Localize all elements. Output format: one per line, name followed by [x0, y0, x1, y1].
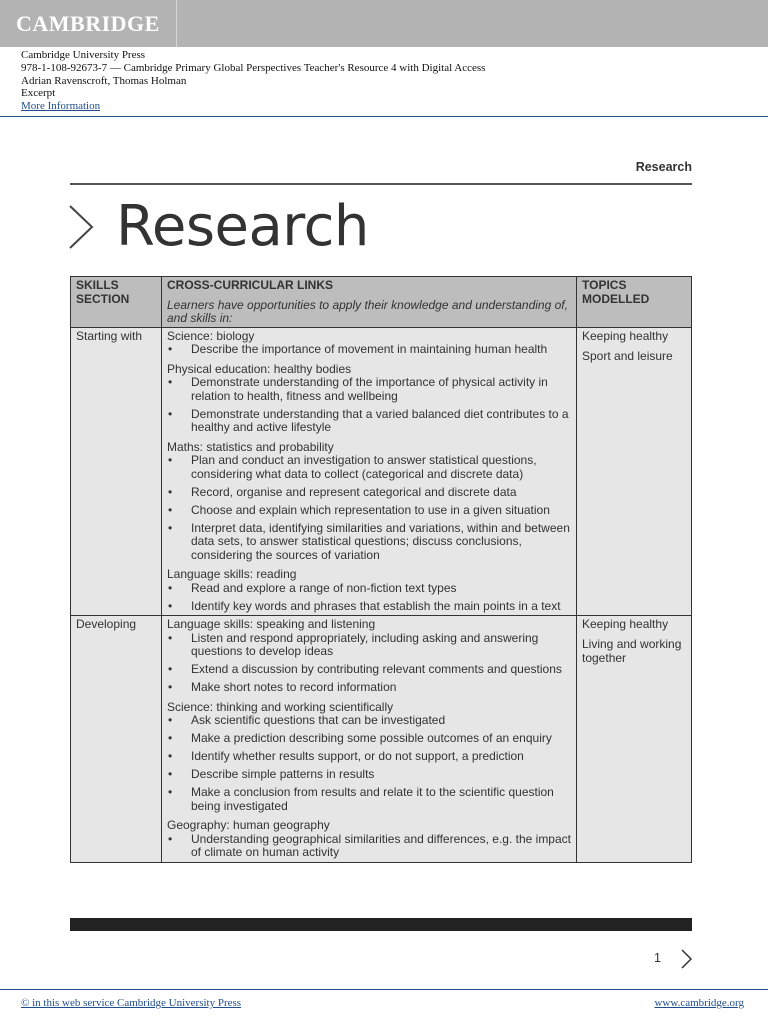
objective-list [167, 833, 571, 860]
subject-heading: Science: biology [167, 328, 255, 343]
page-title: Research [116, 194, 369, 259]
topic-item: Keeping healthy [582, 328, 669, 343]
book-metadata [21, 49, 485, 113]
list-item: • Interpret data, identifying similarities and variations, within and between data sets, to answer statistical questions; discuss conclusions, considering the sources of variation [167, 522, 571, 563]
topics-cell [577, 616, 692, 863]
topic-item: Keeping healthy [582, 617, 669, 631]
list-item: • Read and explore a range of non-fiction text types [167, 582, 571, 596]
subject-block [167, 701, 571, 814]
list-item: • Make a conclusion from results and relate it to the scientific question being investigated [167, 786, 571, 813]
book-line: 978-1-108-92673-7 — Cambridge Primary Global Perspectives Teacher's Resource 4 with Digital Access [21, 61, 486, 74]
list-item: • Demonstrate understanding that a varied balanced diet contributes to a healthy and active lifestyle [167, 408, 571, 435]
header-topics-modelled: TOPICS MODELLED [577, 277, 692, 328]
footer-bar [70, 918, 692, 931]
list-item: • Demonstrate understanding of the importance of physical activity in relation to health, fitness and wellbeing [167, 376, 571, 403]
list-item: • Choose and explain which representation to use in a given situation [167, 504, 571, 518]
list-item: • Understanding geographical similarities and differences, e.g. the impact of climate on human activity [167, 833, 571, 860]
list-item: • Ask scientific questions that can be investigated [167, 714, 571, 728]
next-page-chevron-icon[interactable] [680, 948, 694, 970]
subject-block [167, 363, 571, 435]
cambridge-logo[interactable]: CAMBRIDGE [16, 11, 160, 36]
page-number: 1 [654, 951, 661, 965]
subject-block [167, 568, 571, 613]
banner-divider [176, 0, 177, 47]
subject-heading: Science: thinking and working scientifically [167, 699, 394, 714]
chevron-right-icon [66, 204, 96, 250]
subject-block [167, 618, 571, 695]
copyright-link[interactable]: © in this web service Cambridge University Press [21, 997, 242, 1009]
list-item: • Identify key words and phrases that establish the main points in a text [167, 600, 571, 614]
list-item: • Make short notes to record information [167, 681, 571, 695]
list-item: • Describe the importance of movement in maintaining human health [167, 343, 571, 357]
header-rule [0, 116, 768, 117]
skills-section-cell: Developing [71, 616, 162, 863]
list-item: • Identify whether results support, or do not support, a prediction [167, 750, 571, 764]
subject-heading: Physical education: healthy bodies [167, 361, 352, 376]
topics-cell [577, 327, 692, 616]
table-body [71, 327, 692, 862]
objective-list [167, 343, 571, 357]
header-links-label: CROSS-CURRICULAR LINKS [167, 278, 333, 292]
list-item: • Describe simple patterns in results [167, 768, 571, 782]
objective-list [167, 714, 571, 813]
table-header-row [71, 277, 692, 328]
subject-heading: Maths: statistics and probability [167, 439, 334, 454]
table-row [71, 327, 692, 616]
cross-curricular-cell [162, 616, 577, 863]
authors-line: Adrian Ravenscroft, Thomas Holman [21, 74, 187, 87]
list-item: • Extend a discussion by contributing relevant comments and questions [167, 663, 571, 677]
table-row [71, 616, 692, 863]
subject-block [167, 441, 571, 563]
subject-heading: Language skills: speaking and listening [167, 617, 376, 631]
subject-block [167, 819, 571, 860]
subject-heading: Geography: human geography [167, 818, 330, 832]
skills-section-cell: Starting with [71, 327, 162, 616]
list-item: • Record, organise and represent categorical and discrete data [167, 486, 571, 500]
list-item: • Plan and conduct an investigation to answer statistical questions, considering what data to collect (categorical and discrete data) [167, 454, 571, 481]
objective-list [167, 582, 571, 614]
subject-block [167, 330, 571, 357]
more-information-link[interactable]: More Information [21, 100, 101, 113]
header-links-subtitle: Learners have opportunities to apply their knowledge and understanding of, and skills in: [167, 297, 568, 325]
objective-list [167, 632, 571, 695]
objective-list [167, 376, 571, 435]
list-item: • Make a prediction describing some possible outcomes of an enquiry [167, 732, 571, 746]
header-skills-section: SKILLS SECTION [71, 277, 162, 328]
top-banner [0, 0, 768, 47]
topic-item: Living and working together [582, 637, 682, 665]
publisher-line: Cambridge University Press [21, 49, 146, 61]
header-cross-curricular-links [162, 277, 577, 328]
subject-heading: Language skills: reading [167, 567, 297, 581]
list-item: • Listen and respond appropriately, including asking and answering questions to develop ideas [167, 632, 571, 659]
running-head-rule [70, 183, 692, 185]
cambridge-url-link[interactable]: www.cambridge.org [654, 997, 744, 1009]
footer-rule [0, 989, 768, 990]
objective-list [167, 454, 571, 562]
cross-curricular-cell [162, 327, 577, 616]
skills-table [70, 276, 692, 863]
topic-item: Sport and leisure [582, 348, 673, 363]
running-head: Research [635, 160, 692, 174]
excerpt-line: Excerpt [21, 87, 56, 100]
